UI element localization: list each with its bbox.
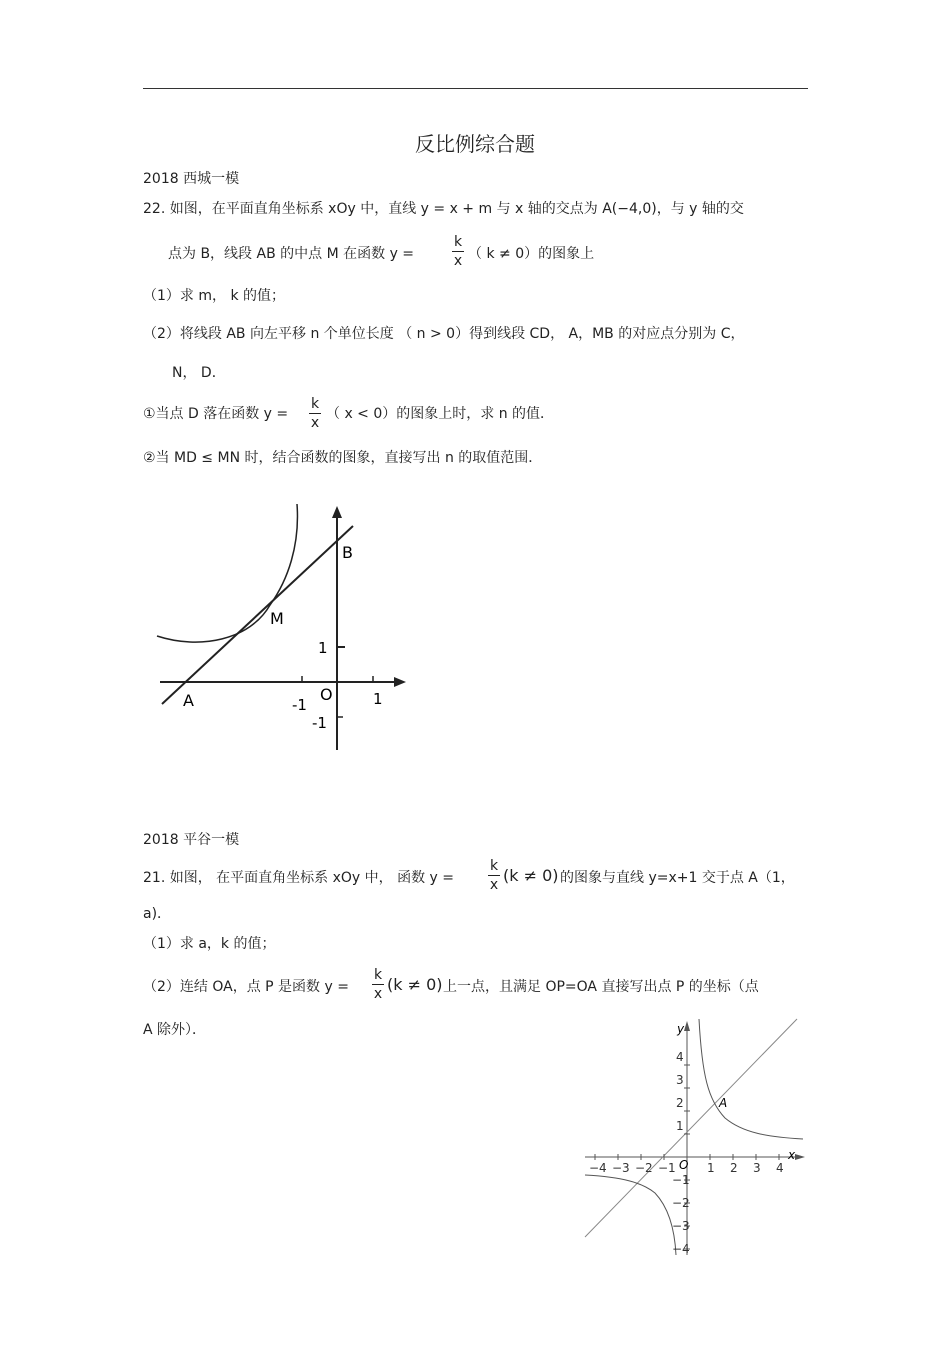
question-21-line1-cont: 的图象与直线 y=x+1 交于点 A（1，: [560, 870, 795, 886]
label-M: M: [270, 609, 284, 628]
question-22-line2-cond: （ k ≠ 0）的图象上: [468, 246, 595, 262]
label-1-x: 1: [373, 690, 383, 708]
source-label-1: 2018 西城一模: [143, 171, 240, 187]
x-tick-label: 1: [707, 1161, 715, 1175]
question-21-part2-cond: (k ≠ 0): [387, 975, 443, 994]
label-A: A: [183, 691, 194, 710]
hyperbola-branch-2: [585, 1175, 676, 1255]
question-22-part2: （2）将线段 AB 向左平移 n 个单位长度 （ n > 0）得到线段 CD， A，MB 的对应点分别为 C，: [143, 326, 745, 342]
graph-xiCheng: [140, 500, 430, 760]
label-neg1-x: -1: [292, 696, 307, 714]
fraction-numerator: k: [310, 396, 320, 412]
label-O: O: [320, 685, 333, 704]
y-tick-label: −3: [672, 1219, 690, 1233]
fraction-k-over-x-2: [309, 396, 321, 431]
y-tick-label: 1: [676, 1119, 684, 1133]
fraction-k-over-x-4: [372, 967, 384, 1002]
x-tick-label: −1: [658, 1161, 676, 1175]
source-label-2: 2018 平谷一模: [143, 832, 240, 848]
origin-label: O: [679, 1158, 689, 1172]
question-22-part2b: N， D．: [172, 365, 226, 381]
question-21-cond: (k ≠ 0): [503, 866, 559, 885]
question-21-line2: a)．: [143, 906, 172, 922]
fraction-numerator: k: [489, 858, 499, 874]
label-B: B: [342, 543, 353, 562]
y-axis-arrow: [332, 506, 342, 518]
x-tick-label: 4: [776, 1161, 784, 1175]
fraction-denominator: x: [373, 986, 383, 1002]
question-21-part2: （2）连结 OA，点 P 是函数 y =: [143, 979, 349, 995]
question-21-part2b: A 除外）．: [143, 1022, 207, 1038]
x-tick-label: 2: [730, 1161, 738, 1175]
y-tick-label: 4: [676, 1050, 684, 1064]
x-tick-label: 3: [753, 1161, 761, 1175]
x-axis-arrow: [394, 677, 406, 687]
fraction-k-over-x-3: [488, 858, 500, 893]
question-22-sub1b: （ x < 0）的图象上时，求 n 的值．: [326, 406, 555, 422]
question-22-line2: 点为 B，线段 AB 的中点 M 在函数 y =: [168, 246, 415, 262]
fraction-numerator: k: [373, 967, 383, 983]
fraction-denominator: x: [489, 877, 499, 893]
question-22-part1: （1）求 m， k 的值；: [143, 288, 286, 304]
header-rule: [143, 88, 808, 89]
y-tick-label: −1: [672, 1173, 690, 1187]
page-title: 反比例综合题: [415, 132, 535, 156]
fraction-k-over-x: [452, 234, 464, 269]
x-tick-label: −4: [589, 1161, 607, 1175]
label-neg1-y: -1: [312, 714, 327, 732]
question-22-line1: 22. 如图，在平面直角坐标系 xOy 中，直线 y = x + m 与 x 轴的交点为 A(−4,0)，与 y 轴的交: [143, 201, 744, 217]
fraction-denominator: x: [310, 415, 320, 431]
question-22-sub2: ②当 MD ≤ MN 时，结合函数的图象，直接写出 n 的取值范围．: [143, 450, 543, 466]
line-AB: [162, 526, 353, 704]
graph-pingGu: [583, 1015, 808, 1260]
x-tick-label: −2: [635, 1161, 653, 1175]
x-tick-label: −3: [612, 1161, 630, 1175]
question-21-part2-cont: 上一点，且满足 OP=OA 直接写出点 P 的坐标（点: [443, 979, 759, 995]
fraction-denominator: x: [453, 253, 463, 269]
y-tick-label: −2: [672, 1196, 690, 1210]
question-21-part1: （1）求 a，k 的值；: [143, 936, 276, 952]
y-axis-label: y: [677, 1022, 685, 1036]
question-21-line1: 21. 如图， 在平面直角坐标系 xOy 中， 函数 y =: [143, 870, 455, 886]
label-1-y: 1: [318, 639, 328, 657]
y-tick-label: −4: [672, 1242, 690, 1256]
line-y-x-plus-1: [585, 1019, 797, 1237]
y-tick-label: 3: [676, 1073, 684, 1087]
point-A-label: A: [719, 1096, 728, 1110]
y-tick-label: 2: [676, 1096, 684, 1110]
question-22-sub1: ①当点 D 落在函数 y =: [143, 406, 289, 422]
x-axis-label: x: [788, 1148, 796, 1162]
hyperbola-branch-1: [699, 1019, 803, 1139]
fraction-numerator: k: [453, 234, 463, 250]
